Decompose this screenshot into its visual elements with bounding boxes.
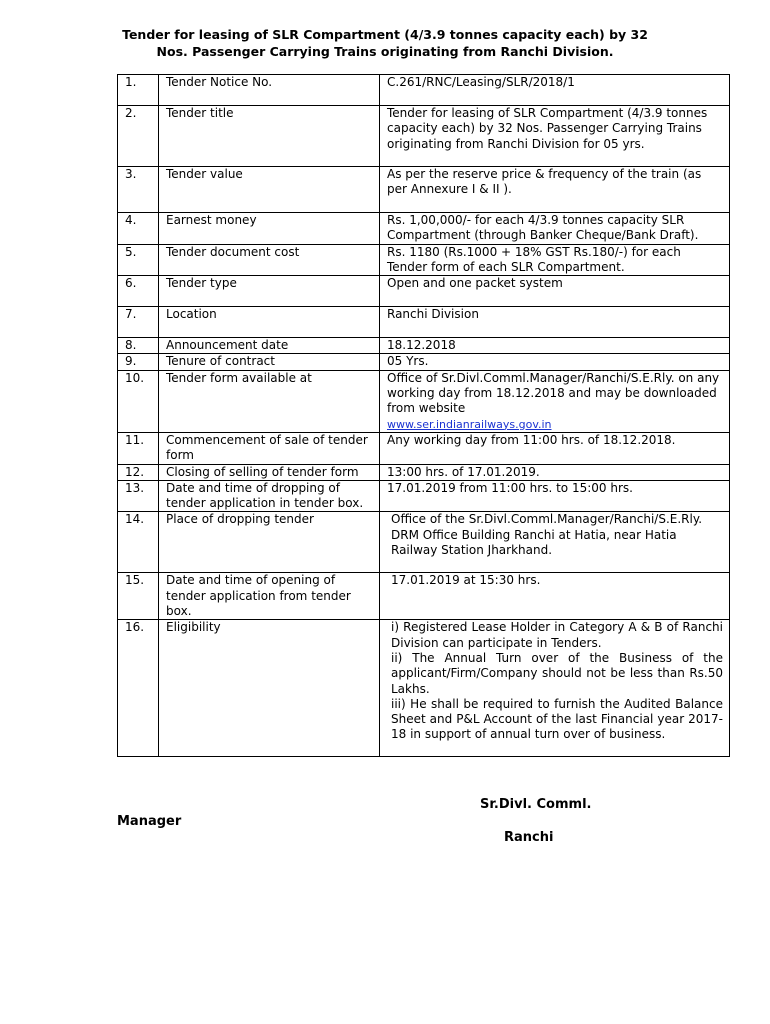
value-text: Office of Sr.Divl.Comml.Manager/Ranchi/S.E.Rly. on any working day from 18.12.2018 and may be downloaded from website xyxy=(387,370,720,416)
row-item: Place of dropping tender xyxy=(159,512,380,573)
row-number: 4. xyxy=(118,213,159,245)
row-item: Tender Notice No. xyxy=(159,75,380,106)
row-number: 2. xyxy=(118,106,159,167)
row-value: Rs. 1180 (Rs.1000 + 18% GST Rs.180/-) for each Tender form of each SLR Compartment. xyxy=(380,244,730,276)
row-number: 8. xyxy=(118,338,159,354)
row-value: Rs. 1,00,000/- for each 4/3.9 tonnes capacity SLR Compartment (through Banker Cheque/Bank Draft). xyxy=(380,213,730,245)
row-item: Closing of selling of tender form xyxy=(159,464,380,480)
table-row xyxy=(118,370,730,432)
row-value: Office of the Sr.Divl.Comml.Manager/Ranchi/S.E.Rly. DRM Office Building Ranchi at Hatia, near Hatia Railway Station Jharkhand. xyxy=(380,512,730,573)
row-item: Tender type xyxy=(159,276,380,307)
row-item: Location xyxy=(159,307,380,338)
document-title xyxy=(90,26,680,60)
row-number: 16. xyxy=(118,620,159,757)
row-number: 13. xyxy=(118,480,159,512)
row-item: Tenure of contract xyxy=(159,354,380,370)
table-row xyxy=(118,573,730,620)
table-row xyxy=(118,276,730,307)
title-line-2: Nos. Passenger Carrying Trains originating from Ranchi Division. xyxy=(156,44,614,59)
signature-line-2: Manager xyxy=(117,814,182,829)
row-item: Tender value xyxy=(159,167,380,213)
table-row xyxy=(118,512,730,573)
row-number: 3. xyxy=(118,167,159,213)
row-number: 10. xyxy=(118,370,159,432)
row-number: 6. xyxy=(118,276,159,307)
row-number: 15. xyxy=(118,573,159,620)
row-number: 5. xyxy=(118,244,159,276)
tender-details-table xyxy=(117,74,730,757)
row-value: 17.01.2019 at 15:30 hrs. xyxy=(380,573,730,620)
table-row xyxy=(118,354,730,370)
table-row xyxy=(118,244,730,276)
row-number: 12. xyxy=(118,464,159,480)
row-item: Tender form available at xyxy=(159,370,380,432)
row-item: Date and time of dropping of tender application in tender box. xyxy=(159,480,380,512)
row-value: 05 Yrs. xyxy=(380,354,730,370)
eligibility-point-1: i) Registered Lease Holder in Category A & B of Ranchi Division can participate in Tenders. xyxy=(391,620,723,650)
signature-line-1: Sr.Divl. Comml. xyxy=(480,797,592,812)
row-value xyxy=(380,620,730,757)
signature-line-3: Ranchi xyxy=(504,830,554,845)
row-value: Open and one packet system xyxy=(380,276,730,307)
table-row xyxy=(118,213,730,245)
row-value: 17.01.2019 from 11:00 hrs. to 15:00 hrs. xyxy=(380,480,730,512)
table-row xyxy=(118,432,730,464)
row-value: Any working day from 11:00 hrs. of 18.12.2018. xyxy=(380,432,730,464)
row-item: Tender document cost xyxy=(159,244,380,276)
table-row xyxy=(118,338,730,354)
row-value: Tender for leasing of SLR Compartment (4/3.9 tonnes capacity each) by 32 Nos. Passenger Carrying Trains originating from Ranchi Division for 05 yrs. xyxy=(380,106,730,167)
row-number: 14. xyxy=(118,512,159,573)
eligibility-point-2: ii) The Annual Turn over of the Business of the applicant/Firm/Company should not be less than Rs.50 Lakhs. xyxy=(391,650,723,696)
row-value: As per the reserve price & frequency of the train (as per Annexure I & II ). xyxy=(380,167,730,213)
row-number: 1. xyxy=(118,75,159,106)
eligibility-point-3: iii) He shall be required to furnish the Audited Balance Sheet and P&L Account of the last Financial year 2017-18 in support of annual turn over of business. xyxy=(391,696,723,742)
table-row xyxy=(118,167,730,213)
table-row xyxy=(118,620,730,757)
row-item: Tender title xyxy=(159,106,380,167)
row-item: Date and time of opening of tender application from tender box. xyxy=(159,573,380,620)
row-value: C.261/RNC/Leasing/SLR/2018/1 xyxy=(380,75,730,106)
row-value: Ranchi Division xyxy=(380,307,730,338)
row-number: 7. xyxy=(118,307,159,338)
table-row xyxy=(118,480,730,512)
table-row xyxy=(118,75,730,106)
table-row xyxy=(118,464,730,480)
row-item: Eligibility xyxy=(159,620,380,757)
row-item: Commencement of sale of tender form xyxy=(159,432,380,464)
row-value: 13:00 hrs. of 17.01.2019. xyxy=(380,464,730,480)
row-item: Announcement date xyxy=(159,338,380,354)
title-line-1: Tender for leasing of SLR Compartment (4/3.9 tonnes capacity each) by 32 xyxy=(122,27,648,42)
website-link[interactable]: www.ser.indianrailways.gov.in xyxy=(387,417,552,431)
table-row xyxy=(118,106,730,167)
table-row xyxy=(118,307,730,338)
row-item: Earnest money xyxy=(159,213,380,245)
row-value: 18.12.2018 xyxy=(380,338,730,354)
row-number: 11. xyxy=(118,432,159,464)
row-number: 9. xyxy=(118,354,159,370)
row-value xyxy=(380,370,730,432)
